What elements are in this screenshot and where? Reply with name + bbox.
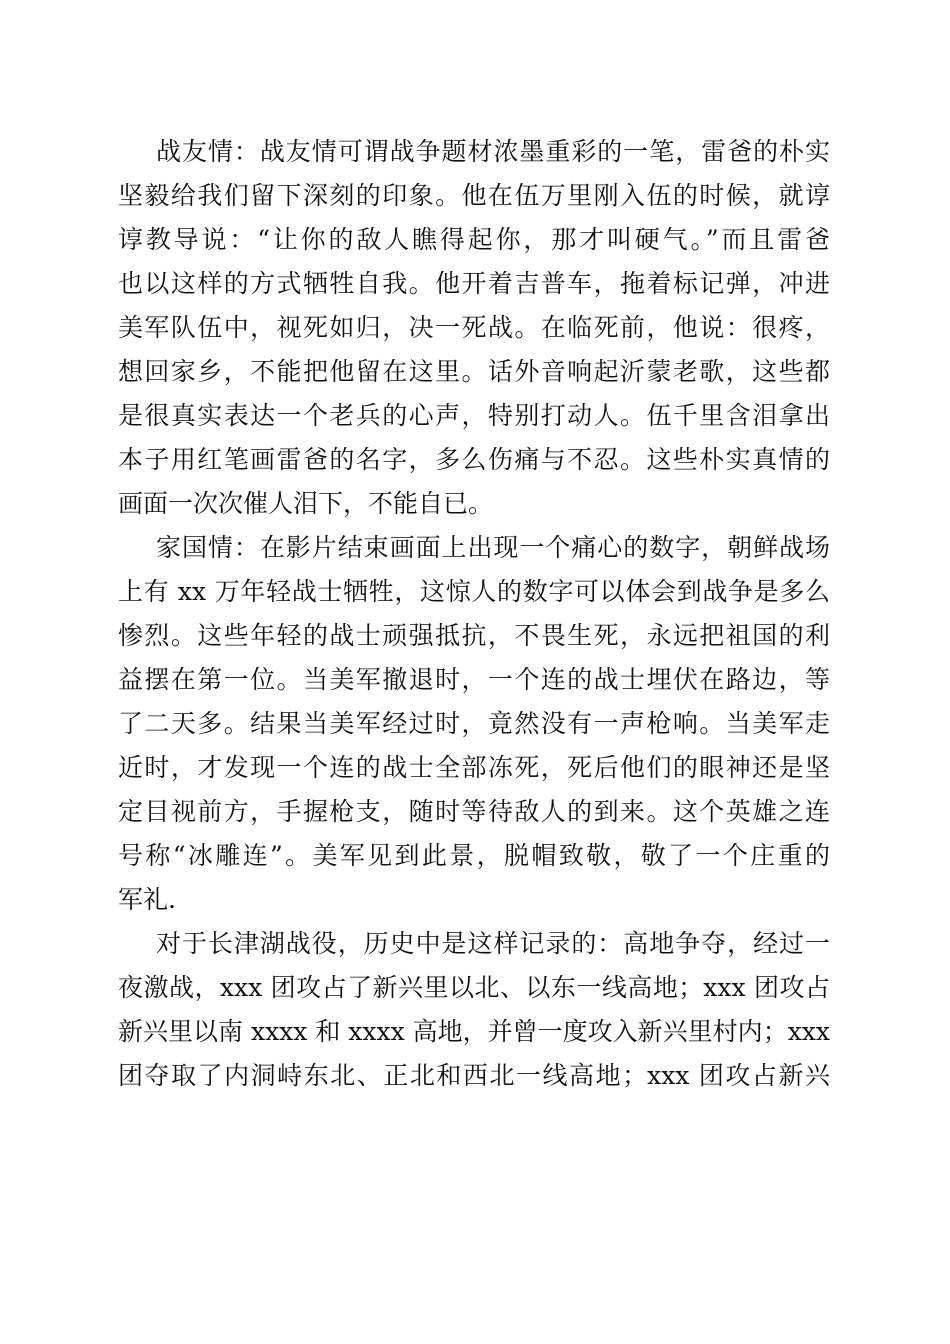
text-line: 谆教导说：“让你的敌人瞧得起你，那才叫硬气。”而且雷爸: [118, 225, 830, 254]
paragraph-comradeship: [118, 130, 830, 526]
text-line: 是很真实表达一个老兵的心声，特别打动人。伍千里含泪拿出: [118, 401, 830, 430]
text-line: 画面一次次催人泪下，不能自已。: [118, 489, 494, 518]
text-line: 军礼.: [118, 885, 176, 914]
text-line: 定目视前方，手握枪支，随时等待敌人的到来。这个英雄之连: [118, 797, 830, 826]
text-line: 了二天多。结果当美军经过时，竟然没有一声枪响。当美军走: [118, 709, 830, 738]
text-line: 美军队伍中，视死如归，决一死战。在临死前，他说：很疼，: [118, 313, 830, 342]
text-line: 本子用红笔画雷爸的名字，多么伤痛与不忍。这些朴实真情的: [118, 445, 830, 474]
paragraph-patriotism: [118, 526, 830, 922]
text-line: 号称“冰雕连”。美军见到此景，脱帽致敬，敬了一个庄重的: [118, 841, 830, 870]
text-line: 惨烈。这些年轻的战士顽强抵抗，不畏生死，永远把祖国的利: [118, 621, 830, 650]
text-line: 也以这样的方式牺牲自我。他开着吉普车，拖着标记弹，冲进: [118, 269, 830, 298]
text-line: 上有 xx 万年轻战士牺牲，这惊人的数字可以体会到战争是多么: [118, 577, 830, 606]
text-line: 想回家乡，不能把他留在这里。话外音响起沂蒙老歌，这些都: [118, 357, 830, 386]
text-line: 夜激战，xxx 团攻占了新兴里以北、以东一线高地；xxx 团攻占: [118, 973, 830, 1002]
text-line: 益摆在第一位。当美军撤退时，一个连的战士埋伏在路边，等: [118, 665, 830, 694]
text-line: 近时，才发现一个连的战士全部冻死，死后他们的眼神还是坚: [118, 753, 830, 782]
text-line: 新兴里以南 xxxx 和 xxxx 高地，并曾一度攻入新兴里村内；xxx: [118, 1017, 830, 1046]
text-line: 对于长津湖战役，历史中是这样记录的：高地争夺，经过一: [156, 929, 830, 958]
text-line: 战友情：战友情可谓战争题材浓墨重彩的一笔，雷爸的朴实: [156, 137, 830, 166]
document-body: [118, 130, 830, 1098]
text-line: 家国情：在影片结束画面上出现一个痛心的数字，朝鲜战场: [156, 533, 830, 562]
text-line: 团夺取了内洞峙东北、正北和西北一线高地；xxx 团攻占新兴: [118, 1061, 830, 1090]
text-line: 坚毅给我们留下深刻的印象。他在伍万里刚入伍的时候，就谆: [118, 181, 830, 210]
paragraph-battle-record: [118, 922, 830, 1098]
